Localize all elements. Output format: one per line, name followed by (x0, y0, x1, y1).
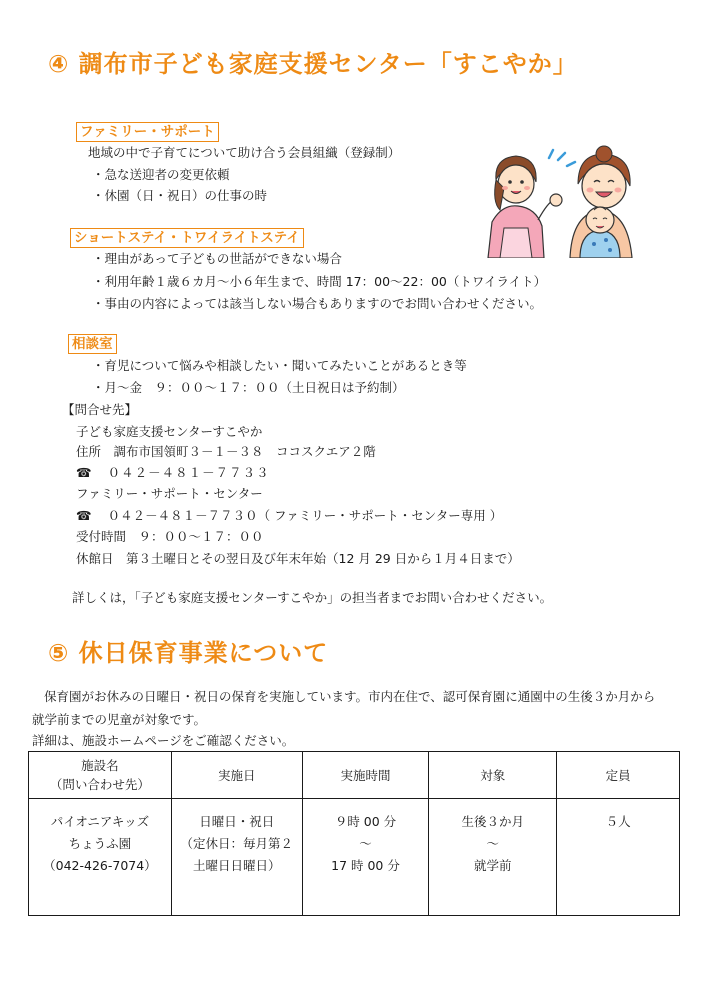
header-target: 対象 (429, 752, 557, 799)
family-support-label: ファミリー・サポート (76, 122, 219, 142)
phone-icon: ☎ (76, 508, 92, 523)
header-capacity: 定員 (557, 752, 680, 799)
header-day: 実施日 (171, 752, 302, 799)
phone-icon: ☎ (76, 465, 92, 480)
cell-facility: パイオニアキッズ ちょうふ園 （042-426-7074） (29, 799, 172, 916)
cell-target: 生後３か月 ～ 就学前 (429, 799, 557, 916)
consult-item: ・月～金 ９：００～１７：００（土日祝日は予約制） (92, 380, 405, 395)
phone-line-2 (76, 508, 502, 524)
contact-note: 詳しくは，「子ども家庭支援センターすこやか」の担当者までお問い合わせください。 (72, 590, 553, 605)
phone-number-1: ０４２－４８１－７７３３ (107, 465, 270, 480)
intro-line-3: 詳細は、施設ホームページをご確認ください。 (32, 733, 295, 748)
intro-line-1: 保育園がお休みの日曜日・祝日の保育を実施しています。市内在住で、認可保育園に通園中の生後３か月から (44, 689, 656, 704)
short-stay-label: ショートステイ・トワイライトステイ (70, 228, 304, 248)
section-5-title: ⑤ 休日保育事業について (48, 639, 329, 667)
family-support-desc: 地域の中で子育てについて助け合う会員組織（登録制） (88, 145, 401, 160)
phone-number-2: ０４２－４８１－７７３０（ ファミリー・サポート・センター専用 ） (107, 508, 503, 523)
table-row (29, 799, 680, 916)
fs-center-name: ファミリー・サポート・センター (76, 486, 263, 501)
section-4-title: ④ 調布市子ども家庭支援センター「すこやか」 (48, 50, 578, 78)
cell-time: ９時 00 分 ～ 17 時 00 分 (302, 799, 429, 916)
short-stay-item: ・事由の内容によっては該当しない場合もありますのでお問い合わせください。 (92, 296, 543, 311)
header-facility: 施設名 （問い合わせ先） (29, 752, 172, 799)
consult-item: ・育児について悩みや相談したい・聞いてみたいことがあるとき等 (92, 358, 467, 373)
family-support-item: ・休園（日・祝日）の仕事の時 (92, 188, 268, 203)
intro-line-2: 就学前までの児童が対象です。 (32, 712, 207, 727)
header-time: 実施時間 (302, 752, 429, 799)
caregiver-illustration (482, 140, 652, 258)
consult-label: 相談室 (68, 334, 117, 354)
cell-day: 日曜日・祝日 （定休日：毎月第２ 土曜日日曜日） (171, 799, 302, 916)
table-header-row (29, 752, 680, 799)
contact-header: 【問合せ先】 (62, 402, 138, 417)
sparkle-icon (549, 150, 575, 166)
center-address: 住所 調布市国領町３－１－３８ ココスクエア２階 (76, 444, 376, 459)
holiday-care-table (28, 751, 680, 916)
short-stay-item: ・利用年齢１歳６カ月～小６年生まで、時間 17：00～22：00（トワイライト） (92, 274, 547, 289)
phone-line-1 (76, 465, 270, 481)
cell-capacity: ５人 (557, 799, 680, 916)
family-support-item: ・急な送迎者の変更依頼 (92, 167, 230, 182)
short-stay-item: ・理由があって子どもの世話ができない場合 (92, 251, 342, 266)
center-name: 子ども家庭支援センターすこやか (76, 424, 263, 439)
reception-hours: 受付時間 ９：００～１７：００ (76, 529, 264, 544)
closed-days: 休館日 第３土曜日とその翌日及び年末年始（12 月 29 日から１月４日まで） (76, 551, 520, 566)
caregiver-figure (488, 156, 562, 258)
